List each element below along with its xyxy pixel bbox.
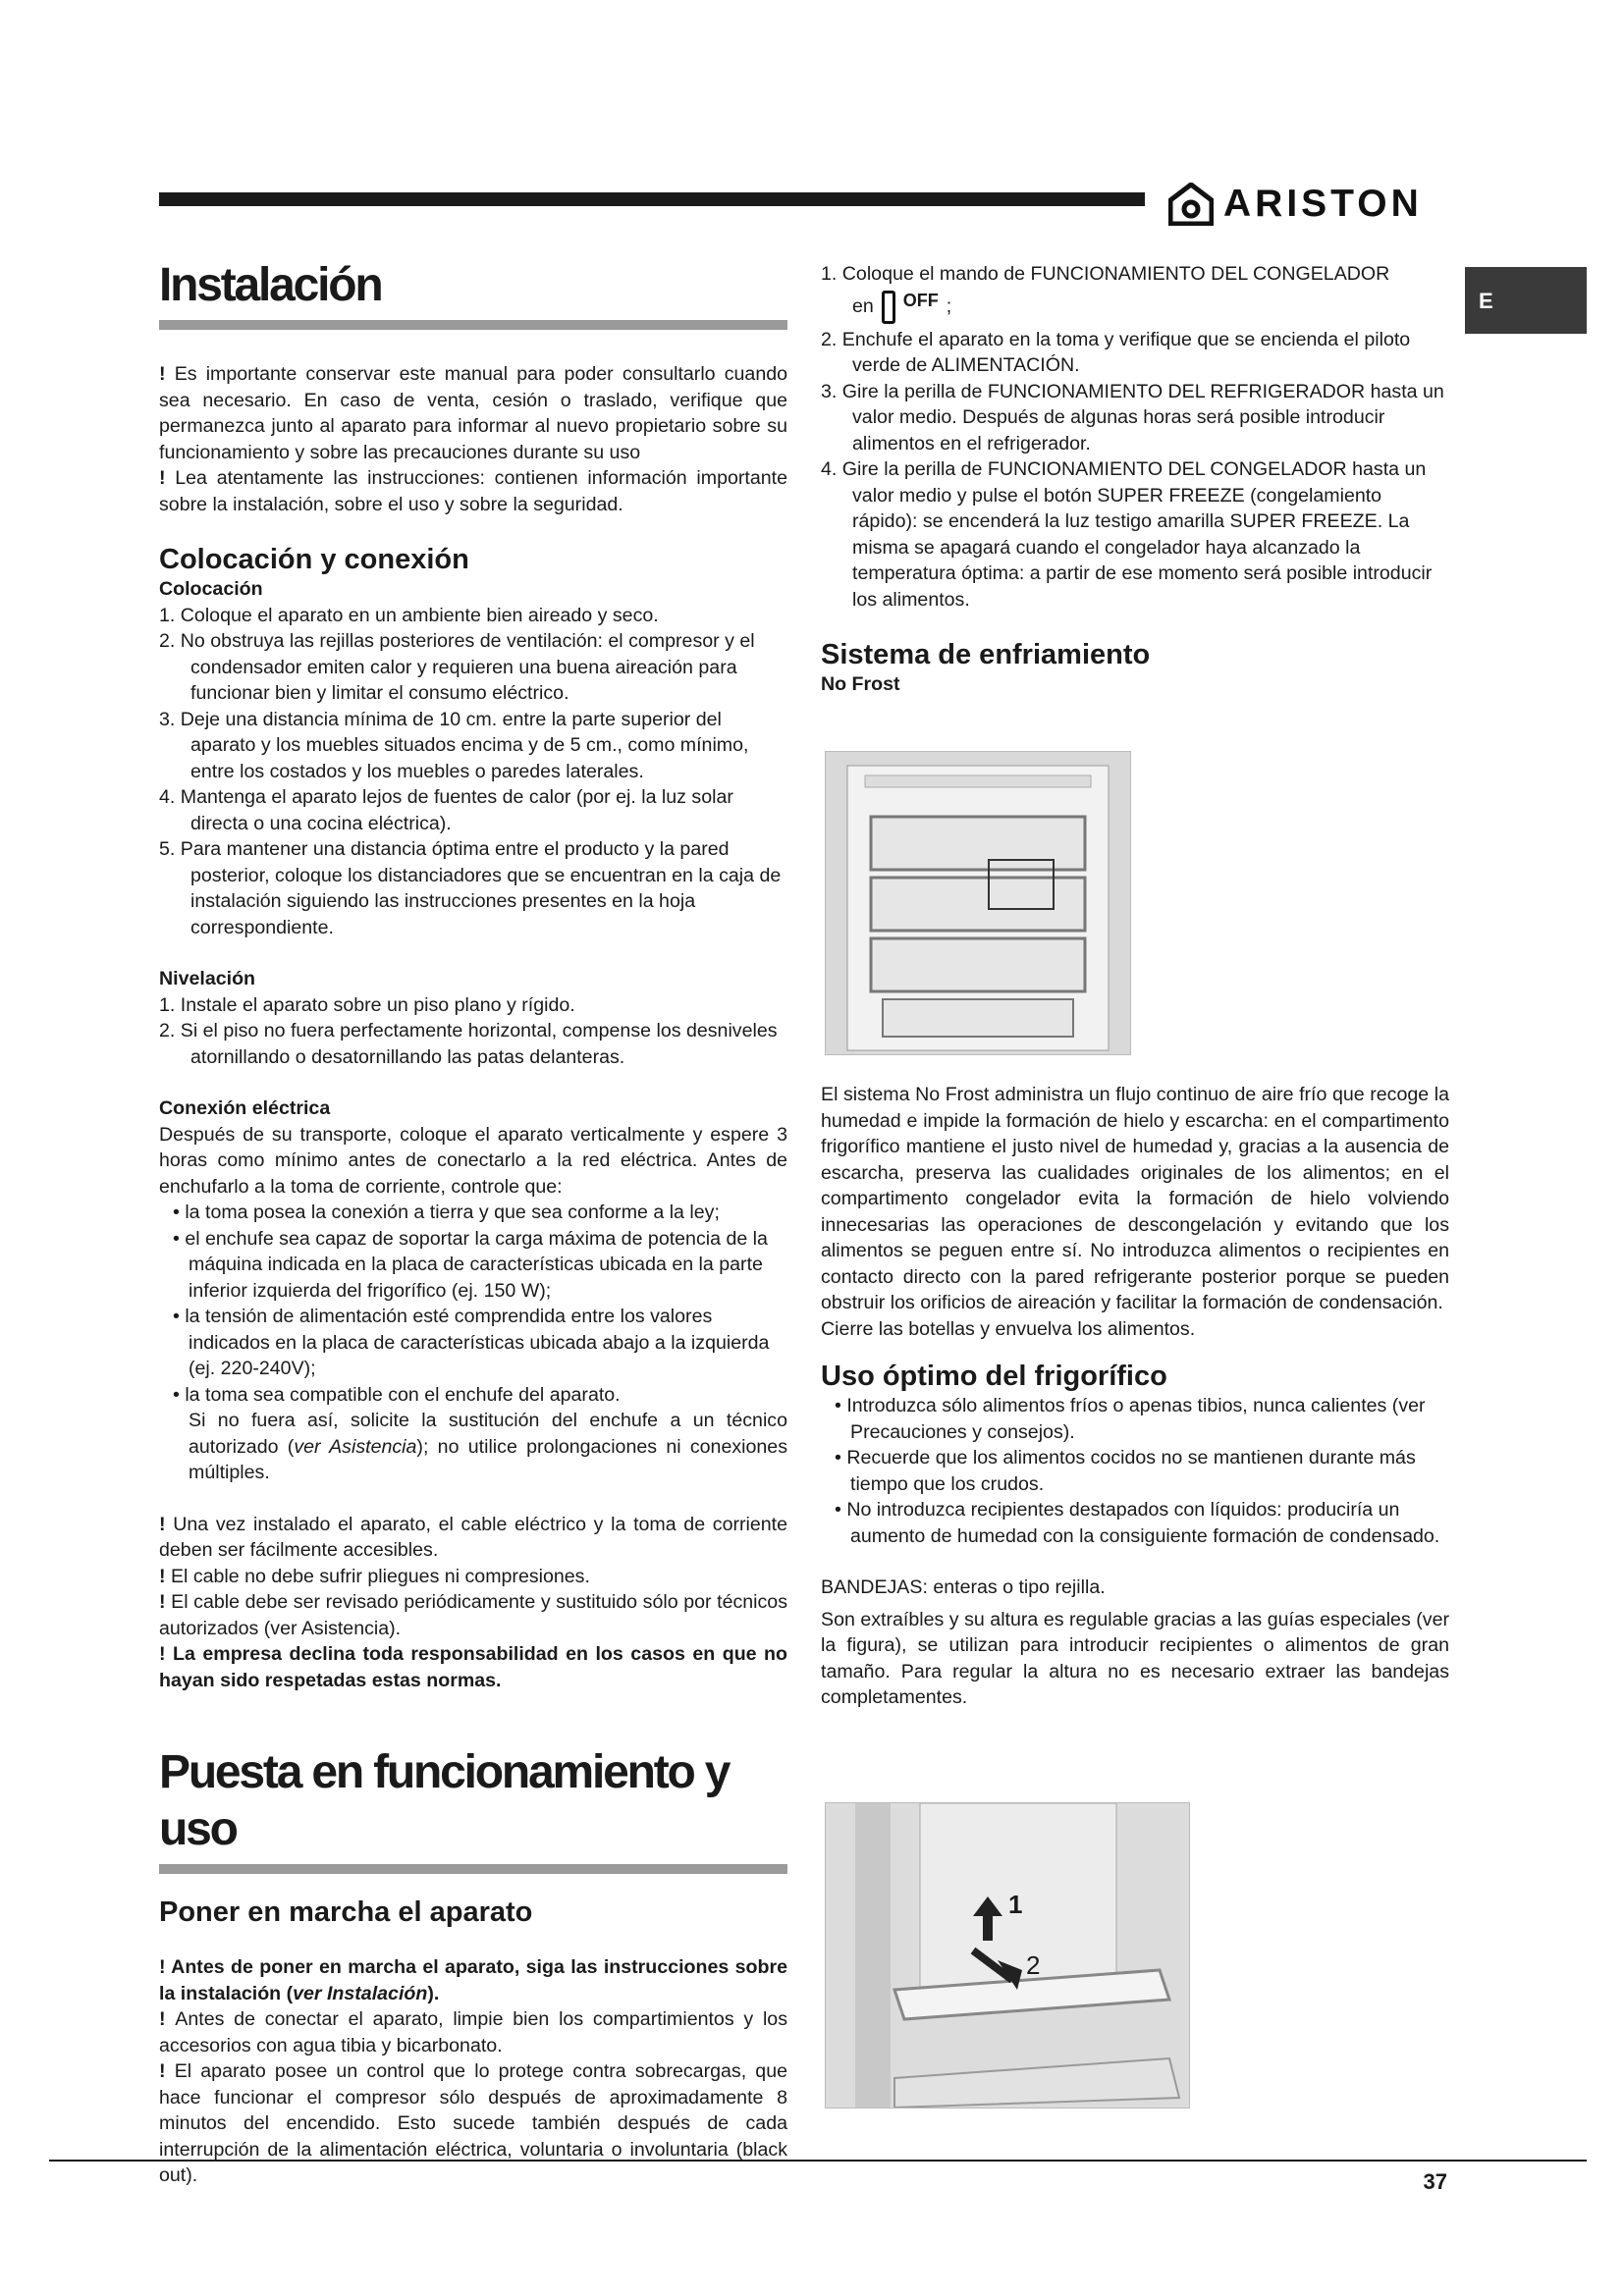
off-label: OFF (902, 290, 939, 310)
nofrost-paragraph: El sistema No Frost administra un flujo continuo de aire frío que recoge la humedad e impide la formación de hielo y escarcha: en el compartimento frigorífico mantiene el justo nivel de humedad y, gracias a la ausencia de escarcha, preserva las cualidades originales de los alimentos; en el compartimento congelador evita la formación de hielo volviendo innecesarias las operaciones de descongelación y evitando que los alimentos se peguen entre sí. No introduzca alimentos o recipientes en contacto directo con la pared refrigerante posterior porque se pueden obstruir los orificios de aireación y facilitar la formación de condensación. (821, 1084, 1449, 1313)
conex-list (159, 1200, 787, 1408)
knob-icon (882, 291, 895, 324)
left-column (159, 257, 787, 2189)
shelf-step-1: 1 (1008, 1890, 1023, 1919)
list-item: 2. Si el piso no fuera perfectamente horizontal, compense los desniveles atornillando o desatornillando las patas delanteras. (159, 1020, 778, 1068)
instalacion-ref: ver Instalación (293, 1982, 428, 2004)
shelf-figure (825, 1802, 1190, 2109)
sistema-subtitle: No Frost (821, 673, 900, 695)
sistema-title: Sistema de enfriamiento (821, 639, 1151, 670)
coloc-list (159, 603, 787, 941)
list-item: 5. Para mantener una distancia óptima entre el producto y la pared posterior, coloque los distanciadores que se encuentran en la caja de instalación siguiendo las instrucciones presentes en la hoja correspondiente. (159, 838, 782, 938)
list-item: 1. Coloque el aparato en un ambiente bien aireado y seco. (159, 604, 659, 626)
title-rule (159, 1864, 787, 1874)
nivel-title: Nivelación (159, 968, 256, 989)
conex-continuation: Si no fuera así, solicite la sustitución del enchufe a un técnico autorizado (ver Asistencia); no utilice prolongaciones ni conexiones múltiples. (189, 1410, 787, 1483)
poner-title: Poner en marcha el aparato (159, 1896, 533, 1928)
list-item: 2. Enchufe el aparato en la toma y verifique que se encienda el piloto verde de ALIMENTACIÓN. (821, 328, 1411, 376)
poner-bold-note: ! Antes de poner en marcha el aparato, siga las instrucciones sobre la instalación (ver Instalación). (159, 1956, 787, 2004)
title-rule (159, 320, 787, 330)
list-item: 4. Mantenga el aparato lejos de fuentes de calor (por ej. la luz solar directa o una cocina eléctrica). (159, 786, 733, 834)
freezer-drawers-illustration (826, 752, 1130, 1054)
nofrost-section (821, 1082, 1449, 1711)
list-item: 4. Gire la perilla de FUNCIONAMIENTO DEL CONGELADOR hasta un valor medio y pulse el botón SUPER FREEZE (congelamiento rápido): se encenderá la luz testigo amarilla SUPER FREEZE. La misma se apagará cuando el congelador haya alcanzado la temperatura óptima: a partir de ese momento será posible introducir los alimentos. (821, 458, 1433, 611)
uso-title: Uso óptimo del frigorífico (821, 1361, 1167, 1392)
list-item: • Recuerde que los alimentos cocidos no se mantienen durante más tiempo que los crudos. (835, 1447, 1416, 1495)
list-item: 2. No obstruya las rejillas posteriores de ventilación: el compresor y el condensador emiten calor y requieren una buena aireación para funcionar bien y limitar el consumo eléctrico. (159, 630, 755, 704)
coloc-subtitle: Colocación (159, 578, 263, 600)
brand-logo (1168, 183, 1423, 226)
conex-title: Conexión eléctrica (159, 1097, 331, 1119)
bandejas-2: Son extraíbles y su altura es regulable gracias a las guías especiales (ver la figura), se utilizan para introducir recipientes o alimentos de gran tamaño. Para regular la altura no es necesario extraer las bandejas completamentes. (821, 1608, 1449, 1708)
footer-rule (49, 2160, 1587, 2162)
list-item: • No introduzca recipientes destapados con líquidos: produciría un aumento de humedad con la consiguiente formación de condensado. (835, 1499, 1440, 1547)
uso-list (821, 1393, 1449, 1549)
conex-paragraph: Después de su transporte, coloque el aparato verticalmente y espere 3 horas como mínimo antes de conectarlo a la red eléctrica. Antes de enchufarlo a la toma de corriente, controle que: (159, 1123, 787, 1198)
right-column (821, 261, 1449, 698)
header-rule (159, 192, 1145, 206)
warning-mark: ! (159, 363, 175, 385)
nivel-list (159, 992, 787, 1071)
language-tab: E (1465, 267, 1587, 334)
list-item: 3. Gire la perilla de FUNCIONAMIENTO DEL REFRIGERADOR hasta un valor medio. Después de algunas horas será posible introducir alimentos en el refrigerador. (821, 380, 1444, 454)
warning-2: ! El cable no debe sufrir pliegues ni compresiones. (159, 1565, 590, 1587)
coloc-title: Colocación y conexión (159, 544, 469, 575)
brand-name: ARISTON (1223, 183, 1423, 225)
list-item: • el enchufe sea capaz de soportar la carga máxima de potencia de la máquina indicada en la placa de características ubicada en la parte inferior izquierda del frigorífico (ej. 150 W); (173, 1227, 768, 1302)
steps-list (821, 327, 1449, 614)
poner-note-3: ! El aparato posee un control que lo protege contra sobrecargas, que hace funcionar el compresor sólo después de aproximadamente 8 minutos del encendido. Esto sucede también después de cada interrupción de la alimentación eléctrica, voluntaria o involuntaria (black out). (159, 2060, 787, 2186)
intro-paragraph: ! Es importante conservar este manual para poder consultarlo cuando sea necesario. En caso de venta, cesión o traslado, verifique que permanezca junto al aparato para informar al nuevo propietario sobre su funcionamiento y sobre las precauciones durante su uso (159, 363, 788, 463)
warning-1: ! Una vez instalado el aparato, el cable eléctrico y la toma de corriente deben ser fácilmente accesibles. (159, 1513, 787, 1561)
warning-4: ! La empresa declina toda responsabilidad en los casos en que no hayan sido respetadas estas normas. (159, 1643, 787, 1691)
step-1-control: en OFF ; (821, 288, 1449, 327)
list-item: 1. Instale el aparato sobre un piso plano y rígido. (159, 993, 575, 1016)
page-number: 37 (1423, 2169, 1447, 2194)
house-icon (1168, 183, 1214, 226)
freezer-figure (825, 751, 1131, 1055)
puesta-title: Puesta en funcionamiento y uso (159, 1746, 730, 1855)
list-item: • la toma sea compatible con el enchufe del aparato. (173, 1383, 621, 1406)
shelf-step-2: 2 (1026, 1950, 1041, 1980)
asistencia-ref: ver Asistencia (294, 1435, 417, 1458)
intro-paragraph-2: ! Lea atentamente las instrucciones: contienen información importante sobre la instalación, sobre el uso y sobre la seguridad. (159, 467, 787, 515)
list-item: • la tensión de alimentación esté comprendida entre los valores indicados en la placa de características ubicada abajo a la izquierda (ej. 220-240V); (173, 1306, 770, 1379)
instalacion-title: Instalación (159, 259, 382, 311)
poner-note-2: ! Antes de conectar el aparato, limpie bien los compartimientos y los accesorios con agua tibia y bicarbonato. (159, 2008, 788, 2056)
step-1: 1. Coloque el mando de FUNCIONAMIENTO DEL CONGELADOR (821, 263, 1390, 285)
warning-3: ! El cable debe ser revisado periódicamente y sustituido sólo por técnicos autorizados (ver Asistencia). (159, 1591, 787, 1639)
list-item: 3. Deje una distancia mínima de 10 cm. entre la parte superior del aparato y los muebles situados encima y de 5 cm., como mínimo, entre los costados y los muebles o paredes laterales. (159, 708, 749, 782)
bandejas-1: BANDEJAS: enteras o tipo rejilla. (821, 1576, 1106, 1598)
list-item: • la toma posea la conexión a tierra y que sea conforme a la ley; (173, 1201, 720, 1223)
nofrost-paragraph-2: Cierre las botellas y envuelva los alimentos. (821, 1317, 1196, 1340)
shelf-adjust-illustration (826, 1803, 1189, 2108)
list-item: • Introduzca sólo alimentos fríos o apenas tibios, nunca calientes (ver Precauciones y consejos). (835, 1395, 1426, 1443)
